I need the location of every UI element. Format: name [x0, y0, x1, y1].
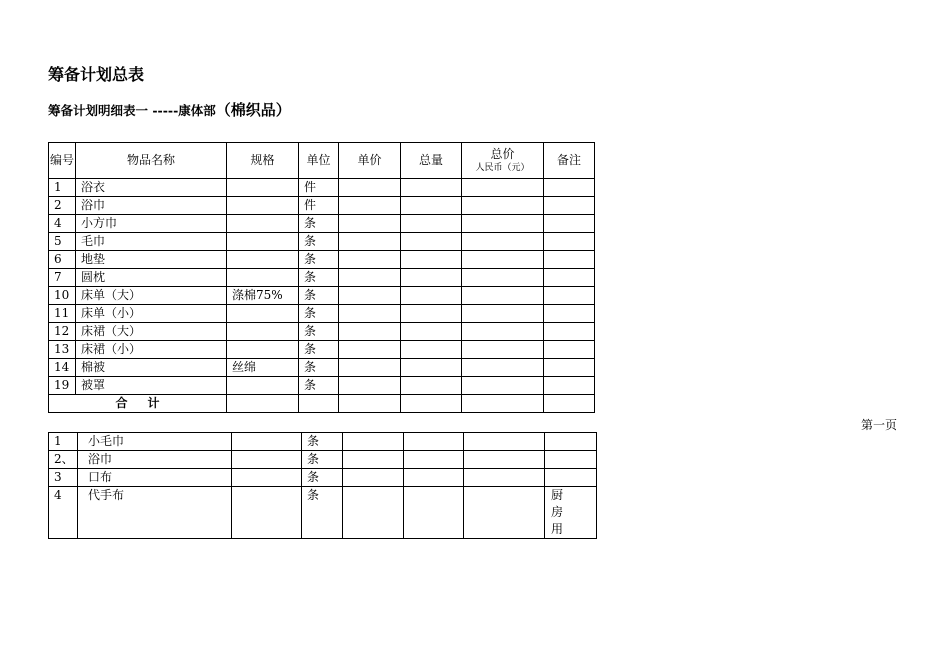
table-row: [49, 269, 595, 287]
table-cell: [462, 341, 544, 359]
table-cell: [401, 215, 462, 233]
row-number: 10: [49, 287, 76, 305]
item-name: 小方巾: [76, 215, 227, 233]
table-cell: [339, 359, 401, 377]
table-cell: [544, 179, 595, 197]
table-cell: [343, 487, 404, 539]
table-cell: [544, 395, 595, 413]
table-row: [49, 359, 595, 377]
table-cell: [544, 197, 595, 215]
item-name: 代手布: [78, 487, 232, 539]
table-cell: [401, 269, 462, 287]
total-label: 合计: [49, 395, 227, 413]
item-unit: 条: [299, 233, 339, 251]
table-cell: [544, 377, 595, 395]
row-number: 1: [49, 179, 76, 197]
item-spec: [227, 215, 299, 233]
table-cell: [401, 287, 462, 305]
item-unit: 条: [299, 341, 339, 359]
table-row: [49, 305, 595, 323]
table-cell: [299, 395, 339, 413]
item-spec: [227, 179, 299, 197]
header-unit-price: 单价: [339, 143, 401, 179]
plan-table-main: [48, 142, 595, 413]
table-row: [49, 287, 595, 305]
item-name: 圆枕: [76, 269, 227, 287]
table-cell: [232, 487, 302, 539]
header-item-name: 物品名称: [76, 143, 227, 179]
item-unit: 条: [302, 469, 343, 487]
table-cell: [401, 377, 462, 395]
table-cell: [462, 395, 544, 413]
row-number: 7: [49, 269, 76, 287]
item-unit: 条: [302, 433, 343, 451]
header-number: 编号: [49, 143, 76, 179]
item-unit: 条: [299, 377, 339, 395]
table-cell: [544, 269, 595, 287]
table-cell: [462, 269, 544, 287]
row-number: 14: [49, 359, 76, 377]
table-cell: [544, 233, 595, 251]
item-spec: [227, 341, 299, 359]
page-number: 第一页: [861, 418, 898, 432]
table-cell: [404, 487, 464, 539]
item-unit: 件: [299, 179, 339, 197]
item-name: 口布: [78, 469, 232, 487]
item-unit: 条: [299, 359, 339, 377]
table-cell: [401, 359, 462, 377]
table-cell: [462, 287, 544, 305]
item-unit: 条: [299, 287, 339, 305]
item-name: 被罩: [76, 377, 227, 395]
table-cell: [232, 469, 302, 487]
table-cell: [464, 433, 545, 451]
item-name: 浴巾: [78, 451, 232, 469]
item-name: 棉被: [76, 359, 227, 377]
table-cell: [404, 433, 464, 451]
row-number: 13: [49, 341, 76, 359]
table-cell: [544, 305, 595, 323]
table-cell: [462, 179, 544, 197]
item-note: [545, 469, 597, 487]
table-cell: [404, 469, 464, 487]
plan-table-secondary: [48, 432, 597, 539]
table-cell: [339, 377, 401, 395]
item-note: 厨房用: [545, 487, 597, 539]
item-name: 浴巾: [76, 197, 227, 215]
row-number: 11: [49, 305, 76, 323]
item-spec: [227, 233, 299, 251]
item-spec: 丝绵: [227, 359, 299, 377]
table-cell: [544, 215, 595, 233]
total-row: [49, 395, 595, 413]
item-unit: 条: [299, 269, 339, 287]
table-cell: [401, 179, 462, 197]
item-spec: 涤棉75%: [227, 287, 299, 305]
item-spec: [227, 323, 299, 341]
table-cell: [401, 305, 462, 323]
item-spec: [227, 197, 299, 215]
item-name: 毛巾: [76, 233, 227, 251]
table-cell: [339, 269, 401, 287]
row-number: 4: [49, 487, 78, 539]
table-cell: [232, 433, 302, 451]
item-name: 床裙（小）: [76, 341, 227, 359]
table-row: [49, 323, 595, 341]
item-unit: 条: [302, 487, 343, 539]
header-spec: 规格: [227, 143, 299, 179]
header-total-price: [462, 143, 544, 179]
item-unit: 条: [299, 251, 339, 269]
row-number: 1: [49, 433, 78, 451]
row-number: 3: [49, 469, 78, 487]
table-cell: [462, 251, 544, 269]
row-number: 2、: [49, 451, 78, 469]
table-cell: [343, 433, 404, 451]
table-cell: [462, 233, 544, 251]
table-cell: [401, 341, 462, 359]
table-row: [49, 197, 595, 215]
subtitle-main: 筹备计划明细表一 -----康体部: [48, 103, 216, 118]
table-cell: [339, 233, 401, 251]
row-number: 12: [49, 323, 76, 341]
table-cell: [462, 215, 544, 233]
table-row: [49, 433, 597, 451]
item-note: [545, 451, 597, 469]
item-name: 床单（小）: [76, 305, 227, 323]
row-number: 19: [49, 377, 76, 395]
header-unit: 单位: [299, 143, 339, 179]
table-cell: [544, 251, 595, 269]
subtitle-category: （棉织品）: [215, 101, 291, 119]
table-cell: [343, 469, 404, 487]
table-row: [49, 251, 595, 269]
item-unit: 件: [299, 197, 339, 215]
table-cell: [401, 197, 462, 215]
table-cell: [339, 179, 401, 197]
header-total-label: 总价: [490, 147, 515, 161]
table-header-row: [49, 143, 595, 179]
page-title: 筹备计划总表: [48, 65, 145, 84]
section-subtitle: [48, 99, 291, 120]
table-cell: [464, 469, 545, 487]
table-cell: [464, 487, 545, 539]
item-unit: 条: [299, 323, 339, 341]
row-number: 4: [49, 215, 76, 233]
table-row: [49, 341, 595, 359]
table-cell: [462, 305, 544, 323]
table-cell: [401, 323, 462, 341]
table-cell: [227, 395, 299, 413]
item-spec: [227, 377, 299, 395]
table-cell: [544, 359, 595, 377]
header-total-currency: 人民币（元）: [475, 163, 530, 173]
item-spec: [227, 269, 299, 287]
table-cell: [339, 197, 401, 215]
table-cell: [401, 233, 462, 251]
header-note: 备注: [544, 143, 595, 179]
item-unit: 条: [299, 215, 339, 233]
table-cell: [339, 287, 401, 305]
table-cell: [339, 251, 401, 269]
table-cell: [343, 451, 404, 469]
item-name: 浴衣: [76, 179, 227, 197]
table-cell: [339, 341, 401, 359]
item-unit: 条: [299, 305, 339, 323]
table-cell: [232, 451, 302, 469]
table-cell: [462, 197, 544, 215]
table-cell: [462, 323, 544, 341]
table-row: [49, 377, 595, 395]
item-spec: [227, 251, 299, 269]
row-number: 2: [49, 197, 76, 215]
item-name: 地垫: [76, 251, 227, 269]
table-cell: [339, 215, 401, 233]
table-row: [49, 215, 595, 233]
table-cell: [544, 323, 595, 341]
table-row: [49, 179, 595, 197]
table-cell: [339, 305, 401, 323]
table-cell: [462, 377, 544, 395]
table-cell: [464, 451, 545, 469]
table-row: [49, 487, 597, 539]
item-unit: 条: [302, 451, 343, 469]
row-number: 5: [49, 233, 76, 251]
table-cell: [339, 323, 401, 341]
table-cell: [544, 287, 595, 305]
table-row: [49, 469, 597, 487]
item-name: 床裙（大）: [76, 323, 227, 341]
table-row: [49, 233, 595, 251]
row-number: 6: [49, 251, 76, 269]
table-cell: [404, 451, 464, 469]
item-spec: [227, 305, 299, 323]
table-cell: [401, 251, 462, 269]
table-cell: [339, 395, 401, 413]
item-name: 床单（大）: [76, 287, 227, 305]
header-quantity: 总量: [401, 143, 462, 179]
table-cell: [544, 341, 595, 359]
table-row: [49, 451, 597, 469]
table-cell: [462, 359, 544, 377]
item-note: [545, 433, 597, 451]
item-name: 小毛巾: [78, 433, 232, 451]
table-cell: [401, 395, 462, 413]
